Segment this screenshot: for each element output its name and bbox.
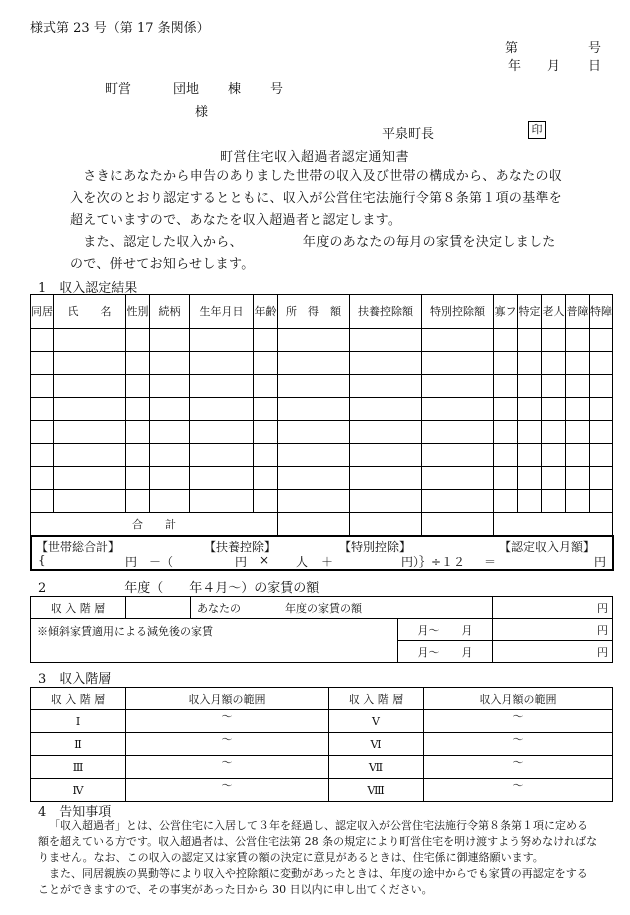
kaiso-col-right: 収 入 階 層 bbox=[329, 688, 424, 710]
range-left: ～ bbox=[126, 756, 329, 779]
table-cell bbox=[150, 352, 190, 375]
table-cell bbox=[566, 421, 590, 444]
table-cell bbox=[542, 444, 566, 467]
kaiso-level-left: Ⅳ bbox=[31, 779, 126, 802]
keisha-label: ※傾斜家賃適用による減免後の家賃 bbox=[31, 619, 398, 663]
table-cell bbox=[518, 490, 542, 513]
formula-minus: －（ bbox=[149, 555, 174, 569]
table-cell bbox=[190, 329, 254, 352]
table-row bbox=[31, 444, 613, 467]
table-cell bbox=[350, 329, 422, 352]
table-cell bbox=[150, 444, 190, 467]
keisha-yen-1: 円 bbox=[493, 619, 613, 641]
address-mune: 棟 bbox=[228, 82, 242, 97]
rent-table bbox=[30, 596, 613, 663]
kaiso-level-left: Ⅲ bbox=[31, 756, 126, 779]
table-cell bbox=[590, 490, 613, 513]
keisha-period-2: 月～ 月 bbox=[398, 641, 493, 663]
table-cell bbox=[126, 329, 150, 352]
section4-heading: 4 告知事項 bbox=[38, 805, 112, 820]
form-number: 様式第 23 号（第 17 条関係） bbox=[30, 21, 210, 36]
table-cell bbox=[542, 398, 566, 421]
address-danchi: 団地 bbox=[173, 82, 200, 97]
table-cell bbox=[422, 352, 494, 375]
table-cell bbox=[566, 375, 590, 398]
table-cell bbox=[494, 490, 518, 513]
formula-brace: { bbox=[38, 553, 46, 567]
body-paragraph-1: さきにあなたから申告のありました世帯の収入及び世帯の構成から、あなたの収入を次のとおり認定するとともに、収入が公営住宅法施行令第８条第１項の基準を超えていますので、あなたを収入超過者と認定します。 bbox=[70, 169, 563, 228]
table-cell bbox=[518, 421, 542, 444]
table-cell bbox=[422, 375, 494, 398]
rent-anata-yen: 円 bbox=[493, 597, 613, 619]
table-cell bbox=[150, 467, 190, 490]
formula-box bbox=[30, 535, 614, 571]
table-cell bbox=[494, 444, 518, 467]
table-cell bbox=[54, 467, 126, 490]
total-row bbox=[31, 513, 613, 536]
table-cell bbox=[494, 421, 518, 444]
kaiso-row bbox=[31, 756, 613, 779]
table-row bbox=[31, 490, 613, 513]
total-cell bbox=[350, 513, 422, 536]
table-cell bbox=[350, 398, 422, 421]
table-cell bbox=[518, 467, 542, 490]
table-cell bbox=[126, 398, 150, 421]
section1-heading: 1 収入認定結果 bbox=[38, 281, 138, 296]
range-left: ～ bbox=[126, 779, 329, 802]
document-title: 町営住宅収入超過者認定通知書 bbox=[220, 150, 410, 165]
date-year: 年 bbox=[508, 59, 522, 74]
table-cell bbox=[54, 352, 126, 375]
table-cell bbox=[31, 375, 54, 398]
table-cell bbox=[566, 444, 590, 467]
table-cell bbox=[278, 329, 350, 352]
total-label: 合 計 bbox=[31, 513, 278, 536]
rent-kaiso-label: 収 入 階 層 bbox=[31, 597, 126, 619]
kaiso-level-right: Ⅵ bbox=[329, 733, 424, 756]
rent-kaiso-value bbox=[126, 597, 191, 619]
income-header-col-5: 年齢 bbox=[254, 295, 278, 329]
table-cell bbox=[542, 490, 566, 513]
table-cell bbox=[518, 375, 542, 398]
range-right: ～ bbox=[424, 733, 613, 756]
label-household-total: 【世帯総合計】 bbox=[36, 540, 121, 554]
table-cell bbox=[518, 398, 542, 421]
table-cell bbox=[350, 444, 422, 467]
formula-yen-1: 円 bbox=[125, 555, 138, 569]
table-cell bbox=[494, 329, 518, 352]
table-cell bbox=[254, 375, 278, 398]
total-cell bbox=[494, 513, 613, 536]
table-cell bbox=[190, 467, 254, 490]
income-header-col-9: 寡フ bbox=[494, 295, 518, 329]
kaiso-table bbox=[30, 687, 613, 802]
seal-box: 印 bbox=[528, 121, 546, 139]
table-cell bbox=[190, 398, 254, 421]
formula-equals: ＝ bbox=[484, 555, 497, 569]
table-cell bbox=[126, 467, 150, 490]
recipient-sama: 様 bbox=[195, 105, 209, 120]
table-cell bbox=[590, 352, 613, 375]
income-header-col-2: 性別 bbox=[126, 295, 150, 329]
table-cell bbox=[126, 444, 150, 467]
table-cell bbox=[278, 467, 350, 490]
table-cell bbox=[590, 375, 613, 398]
table-cell bbox=[518, 352, 542, 375]
address-town: 町営 bbox=[105, 82, 132, 97]
table-cell bbox=[278, 421, 350, 444]
table-cell bbox=[126, 375, 150, 398]
formula-yen-3: 円）｝÷１２ bbox=[401, 555, 466, 569]
table-cell bbox=[150, 398, 190, 421]
table-cell bbox=[542, 329, 566, 352]
table-cell bbox=[190, 352, 254, 375]
table-cell bbox=[54, 421, 126, 444]
range-left: ～ bbox=[126, 733, 329, 756]
date-month: 月 bbox=[547, 59, 561, 74]
table-cell bbox=[422, 467, 494, 490]
table-cell bbox=[494, 352, 518, 375]
date-day: 日 bbox=[588, 59, 602, 74]
table-cell bbox=[126, 421, 150, 444]
table-cell bbox=[422, 444, 494, 467]
income-header-col-11: 老人 bbox=[542, 295, 566, 329]
kaiso-level-right: Ⅶ bbox=[329, 756, 424, 779]
formula-plus: ＋ bbox=[321, 555, 334, 569]
table-row bbox=[31, 467, 613, 490]
table-cell bbox=[590, 467, 613, 490]
table-cell bbox=[566, 352, 590, 375]
table-cell bbox=[31, 352, 54, 375]
table-cell bbox=[422, 398, 494, 421]
income-table-header bbox=[31, 295, 613, 329]
table-cell bbox=[54, 490, 126, 513]
table-cell bbox=[190, 421, 254, 444]
formula-yen-2: 円 bbox=[235, 555, 248, 569]
table-cell bbox=[190, 490, 254, 513]
table-cell bbox=[54, 375, 126, 398]
table-cell bbox=[54, 329, 126, 352]
table-cell bbox=[31, 467, 54, 490]
notice-paragraph-2: また、同居親族の異動等により収入や控除額に変動があったときは、年度の途中からでも家賃の再認定をすることができますので、その事実があった日から 30 日以内に申し出てください。 bbox=[38, 867, 588, 896]
table-row bbox=[31, 398, 613, 421]
table-row bbox=[31, 375, 613, 398]
table-cell bbox=[422, 421, 494, 444]
table-cell bbox=[590, 398, 613, 421]
table-cell bbox=[54, 444, 126, 467]
table-cell bbox=[254, 444, 278, 467]
table-cell bbox=[254, 329, 278, 352]
kaiso-level-right: Ⅴ bbox=[329, 710, 424, 733]
notice-paragraph-1: 「収入超過者」とは、公営住宅に入居して３年を経過し、認定収入が公営住宅法施行令第８条第１項に定める額を超えている方です。収入超過者は、公営住宅法第 28 条の規定により町営住宅を明け渡すよう努めなければなりません。なお、この収入の認定又は家賃の額の決定に意見があるときは、住宅係に御連絡願います。 bbox=[38, 819, 598, 864]
table-cell bbox=[566, 329, 590, 352]
table-cell bbox=[190, 444, 254, 467]
table-cell bbox=[150, 490, 190, 513]
income-header-col-0: 同居 bbox=[31, 295, 54, 329]
table-row bbox=[31, 421, 613, 444]
total-cell bbox=[278, 513, 350, 536]
table-cell bbox=[350, 421, 422, 444]
table-cell bbox=[494, 375, 518, 398]
table-cell bbox=[150, 375, 190, 398]
table-cell bbox=[190, 375, 254, 398]
table-cell bbox=[566, 490, 590, 513]
income-header-col-8: 特別控除額 bbox=[422, 295, 494, 329]
kaiso-level-left: Ⅰ bbox=[31, 710, 126, 733]
table-row bbox=[31, 329, 613, 352]
table-cell bbox=[278, 444, 350, 467]
table-cell bbox=[542, 352, 566, 375]
table-cell bbox=[54, 398, 126, 421]
rent-anata-label: あなたの 年度の家賃の額 bbox=[191, 597, 493, 619]
range-left: ～ bbox=[126, 710, 329, 733]
table-cell bbox=[31, 398, 54, 421]
label-nintei: 【認定収入月額】 bbox=[499, 540, 596, 554]
table-row bbox=[31, 352, 613, 375]
table-cell bbox=[542, 467, 566, 490]
income-header-col-4: 生年月日 bbox=[190, 295, 254, 329]
income-header-col-12: 普障 bbox=[566, 295, 590, 329]
income-table bbox=[30, 294, 613, 536]
formula-nin: 人 bbox=[296, 555, 309, 569]
table-cell bbox=[278, 352, 350, 375]
kaiso-col-left: 収 入 階 層 bbox=[31, 688, 126, 710]
table-cell bbox=[350, 490, 422, 513]
range-right: ～ bbox=[424, 779, 613, 802]
range-col-left: 収入月額の範囲 bbox=[126, 688, 329, 710]
table-cell bbox=[350, 375, 422, 398]
table-cell bbox=[126, 352, 150, 375]
formula-yen-4: 円 bbox=[594, 555, 607, 569]
kaiso-level-left: Ⅱ bbox=[31, 733, 126, 756]
table-cell bbox=[494, 467, 518, 490]
range-right: ～ bbox=[424, 710, 613, 733]
income-header-col-6: 所 得 額 bbox=[278, 295, 350, 329]
table-cell bbox=[278, 398, 350, 421]
table-cell bbox=[542, 421, 566, 444]
keisha-period-1: 月～ 月 bbox=[398, 619, 493, 641]
label-fuyo: 【扶養控除】 bbox=[204, 540, 277, 554]
total-cell bbox=[422, 513, 494, 536]
table-cell bbox=[254, 352, 278, 375]
table-cell bbox=[350, 352, 422, 375]
table-cell bbox=[254, 421, 278, 444]
doc-no-dai: 第 bbox=[505, 41, 519, 56]
label-tokubetsu: 【特別控除】 bbox=[339, 540, 412, 554]
table-cell bbox=[31, 444, 54, 467]
table-cell bbox=[542, 375, 566, 398]
address-go: 号 bbox=[270, 82, 284, 97]
table-cell bbox=[126, 490, 150, 513]
table-cell bbox=[518, 444, 542, 467]
table-cell bbox=[254, 467, 278, 490]
kaiso-row bbox=[31, 710, 613, 733]
income-header-col-10: 特定 bbox=[518, 295, 542, 329]
keisha-yen-2: 円 bbox=[493, 641, 613, 663]
income-header-col-13: 特障 bbox=[590, 295, 613, 329]
table-cell bbox=[566, 467, 590, 490]
table-cell bbox=[590, 421, 613, 444]
issuer-name: 平泉町長 bbox=[382, 127, 435, 142]
table-cell bbox=[494, 398, 518, 421]
kaiso-row bbox=[31, 733, 613, 756]
doc-no-go: 号 bbox=[588, 41, 602, 56]
range-col-right: 収入月額の範囲 bbox=[424, 688, 613, 710]
table-cell bbox=[422, 490, 494, 513]
table-cell bbox=[150, 329, 190, 352]
table-cell bbox=[31, 490, 54, 513]
table-cell bbox=[150, 421, 190, 444]
table-cell bbox=[590, 329, 613, 352]
table-cell bbox=[254, 490, 278, 513]
kaiso-level-right: Ⅷ bbox=[329, 779, 424, 802]
table-cell bbox=[566, 398, 590, 421]
section2-heading: 2 年度（ 年４月～）の家賃の額 bbox=[38, 581, 320, 596]
formula-times: × bbox=[259, 553, 270, 567]
table-cell bbox=[518, 329, 542, 352]
income-header-col-3: 続柄 bbox=[150, 295, 190, 329]
table-cell bbox=[31, 329, 54, 352]
range-right: ～ bbox=[424, 756, 613, 779]
table-cell bbox=[278, 490, 350, 513]
kaiso-row bbox=[31, 779, 613, 802]
table-cell bbox=[254, 398, 278, 421]
income-header-col-7: 扶養控除額 bbox=[350, 295, 422, 329]
income-header-col-1: 氏 名 bbox=[54, 295, 126, 329]
table-cell bbox=[278, 375, 350, 398]
table-cell bbox=[590, 444, 613, 467]
table-cell bbox=[422, 329, 494, 352]
body-paragraph-2: また、認定した収入から、 年度のあなたの毎月の家賃を決定しましたので、併せてお知らせします。 bbox=[70, 235, 556, 272]
table-cell bbox=[350, 467, 422, 490]
table-cell bbox=[31, 421, 54, 444]
section3-heading: 3 収入階層 bbox=[38, 672, 112, 687]
